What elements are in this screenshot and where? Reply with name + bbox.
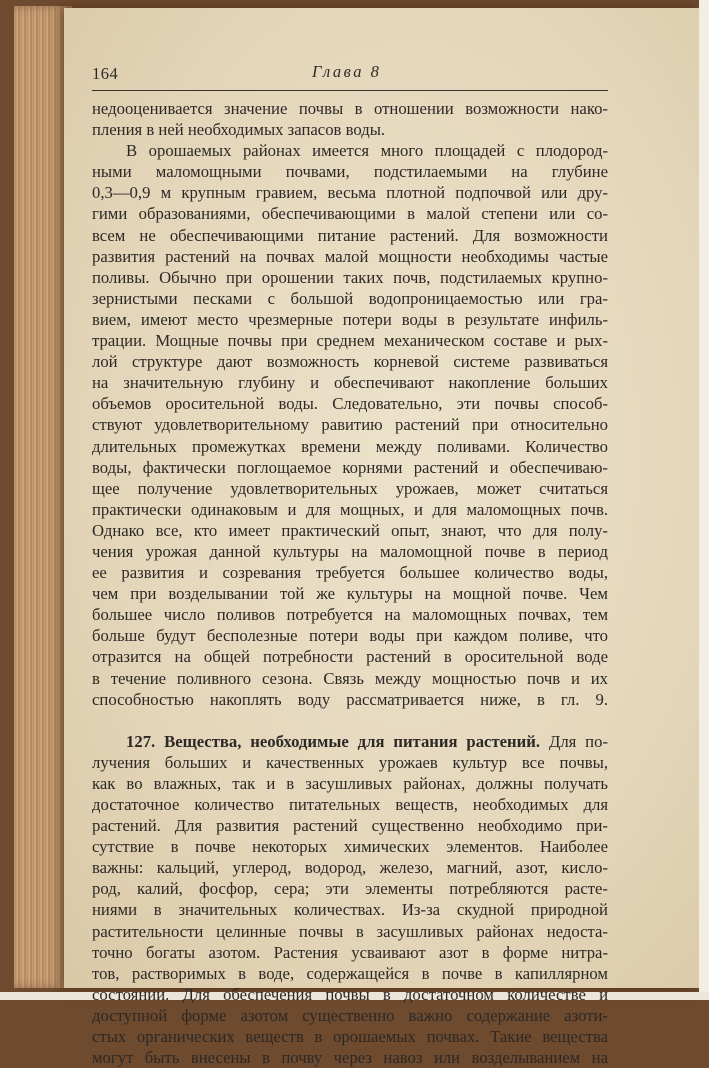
text-line: способностью накоплять воду рассматривается ниже, в гл. 9. (92, 689, 608, 709)
text-line: ее развития и созревания требуется большее количество воды, (92, 563, 608, 583)
text-line: вием, имеют место чрезмерные потери воды в результате инфиль- (92, 309, 608, 329)
text-line: чения урожая данной культуры на маломощной почве в период (92, 541, 608, 561)
text-line: чем при возделывании той же культуры на мощной почве. Чем (92, 584, 608, 604)
text-line: ниями в значительных количествах. Из-за скудной природной (92, 900, 608, 920)
text-line: всем не обеспечивающими питание растений. Для возможности (92, 225, 608, 245)
text-fragment: Для по- (548, 731, 609, 751)
paragraph-2 (92, 140, 608, 710)
paragraph-1 (92, 98, 608, 140)
text-line: больше будут бесполезные потери воды при каждом поливе, что (92, 626, 608, 646)
text-line: достаточное количество питательных веществ, необходимых для (92, 795, 608, 814)
text-line: состоянии. Для обеспечения почвы в достаточном количестве и (92, 984, 608, 1004)
text-line: воды, фактически поглощаемое корнями растений и обеспечиваю- (92, 457, 608, 477)
text-line: лой структуре дают возможность корневой системе развиваться (92, 352, 608, 372)
text-line: щее получение удовлетворительных урожаев, может считаться (92, 478, 608, 498)
chapter-title: Глава 8 (312, 62, 382, 81)
text-line: растительности целинные почвы в засушливых районах недоста- (92, 921, 608, 941)
section-title: Вещества, необходимые для питания растений. (164, 731, 541, 751)
text-line: в течение поливного сезона. Связь между мощностью почв и их (92, 668, 608, 688)
text-line: недооценивается значение почвы в отношении возможности нако- (92, 99, 608, 118)
text-line: поливы. Обычно при орошении таких почв, подстилаемых крупно- (92, 267, 608, 287)
section-number: 127. (126, 731, 156, 751)
text-line: ствуют удовлетворительному равитию растений при относительно (92, 415, 608, 435)
text-line: могут быть внесены в почву через навоз или возделыванием на (92, 1048, 608, 1068)
text-line: Однако все, кто имеет практический опыт, знают, что для полу- (92, 520, 608, 540)
section-heading-line (92, 731, 608, 752)
header-rule (92, 90, 608, 91)
text-line: точно богаты азотом. Растения усваивают азот в форме нитра- (92, 942, 608, 962)
page-body (92, 98, 608, 1068)
text-line: как во влажных, так и в засушливых районах, должны получать (92, 773, 608, 793)
text-line: сутствие в почве некоторых химических элементов. Наиболее (92, 837, 608, 857)
text-line: длительных промежутках времени между поливами. Количество (92, 436, 608, 456)
text-line: род, калий, фосфор, сера; эти элементы потребляются расте- (92, 879, 608, 899)
page-header (92, 60, 602, 88)
scan-margin-right (699, 0, 709, 1000)
text-line: трации. Мощные почвы при среднем механическом составе и рых- (92, 331, 608, 351)
text-line: В орошаемых районах имеется много площадей с плодород- (126, 141, 608, 161)
page-number: 164 (92, 64, 119, 83)
text-line: отразится на общей потребности растений в оросительной воде (92, 647, 608, 667)
text-line: стых органических веществ в орошаемых почвах. Такие вещества (92, 1027, 608, 1047)
text-line: практически одинаковым и для мощных, и для маломощных почв. (92, 499, 608, 519)
text-line: тов, растворимых в воде, содержащейся в почве в капиллярном (92, 963, 608, 983)
text-line: важны: кальций, углерод, водород, железо, магний, азот, кисло- (92, 858, 608, 878)
text-line: пления в ней необходимых запасов воды. (92, 120, 386, 140)
text-line: лучения больших и качественных урожаев культур все почвы, (92, 752, 608, 772)
text-line: 0,3—0,9 м крупным гравием, весьма плотной подпочвой или дру- (92, 183, 608, 203)
text-line: гими образованиями, обеспечивающими в малой степени или со- (92, 204, 608, 224)
text-line: ными маломощными почвами, подстилаемыми на глубине (92, 162, 608, 182)
text-line: зернистыми песками с большой водопроницаемостью или гра- (92, 288, 608, 308)
text-line: объемов оросительной воды. Следовательно, эти почвы способ- (92, 394, 608, 414)
paragraph-3 (92, 731, 608, 1068)
paragraph-gap (92, 710, 608, 731)
text-line: развития растений на почвах малой мощности необходимы частые (92, 246, 608, 266)
text-line: доступной форме азотом существенно важно содержание азоти- (92, 1005, 608, 1025)
text-line: на значительную глубину и обеспечивают накопление больших (92, 373, 608, 393)
text-line: растений. Для развития растений существенно необходимо при- (92, 816, 608, 836)
text-line: большее число поливов потребуется на маломощных почвах, тем (92, 605, 608, 625)
